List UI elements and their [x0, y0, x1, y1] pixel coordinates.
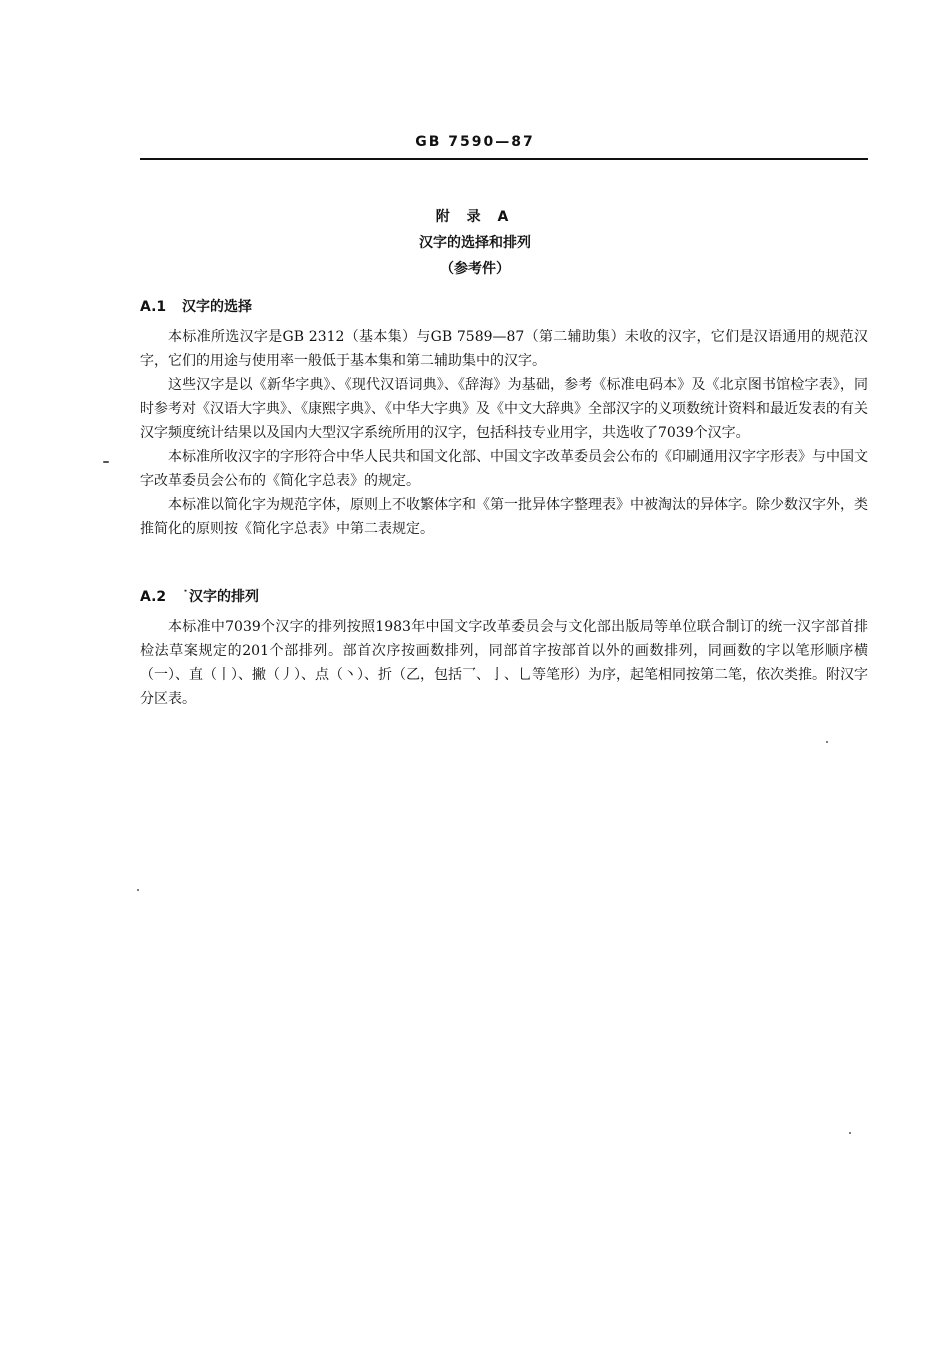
standard-code-header: GB 7590—87 — [415, 134, 535, 150]
scan-speck — [826, 741, 828, 743]
paragraph: 本标准所选汉字是GB 2312（基本集）与GB 7589—87（第二辅助集）未收的汉字，它们是汉语通用的规范汉字，它们的用途与使用率一般低于基本集和第二辅助集中的汉字。 — [140, 329, 868, 369]
paragraph: 本标准以简化字为规范字体，原则上不收繁体字和《第一批异体字整理表》中被淘汰的异体字。除少数汉字外，类推简化的原则按《简化字总表》中第二表规定。 — [140, 497, 868, 537]
scan-speck — [103, 461, 109, 463]
section-heading-a2 — [140, 586, 259, 606]
section-title: ˙汉字的排列 — [182, 589, 259, 605]
appendix-label: 附 录 A — [435, 209, 515, 225]
appendix-title: 汉字的选择和排列 — [419, 235, 531, 251]
section-number: A.1 — [140, 299, 167, 315]
scan-speck — [849, 1132, 851, 1134]
section-body-a1 — [140, 325, 868, 541]
section-heading-a1 — [140, 296, 252, 316]
appendix-note: （参考件） — [440, 261, 510, 277]
scan-speck — [137, 889, 139, 891]
appendix-heading — [0, 204, 950, 282]
paragraph: 这些汉字是以《新华字典》、《现代汉语词典》、《辞海》为基础，参考《标准电码本》及《北京图书馆检字表》，同时参考对《汉语大字典》、《康熙字典》、《中华大字典》及《中文大辞典》全部汉字的义项数统计资料和最近发表的有关汉字频度统计结果以及国内大型汉字系统所用的汉字，包括科技专业用字，共选收了7039个汉字。 — [140, 377, 868, 441]
section-title: 汉字的选择 — [182, 299, 252, 315]
section-number: A.2 — [140, 589, 167, 605]
paragraph: 本标准所收汉字的字形符合中华人民共和国文化部、中国文字改革委员会公布的《印刷通用汉字字形表》与中国文字改革委员会公布的《简化字总表》的规定。 — [140, 449, 868, 489]
paragraph: 本标准中7039个汉字的排列按照1983年中国文字改革委员会与文化部出版局等单位联合制订的统一汉字部首排检法草案规定的201个部排列。部首次序按画数排列，同部首字按部首以外的画数排列，同画数的字以笔形顺序横（一）、直（丨）、撇（丿）、点（丶）、折（乙，包括乛、亅、乚等笔形）为序，起笔相同按第二笔，依次类推。附汉字分区表。 — [140, 619, 868, 707]
section-body-a2 — [140, 615, 868, 711]
header-rule — [140, 158, 868, 160]
